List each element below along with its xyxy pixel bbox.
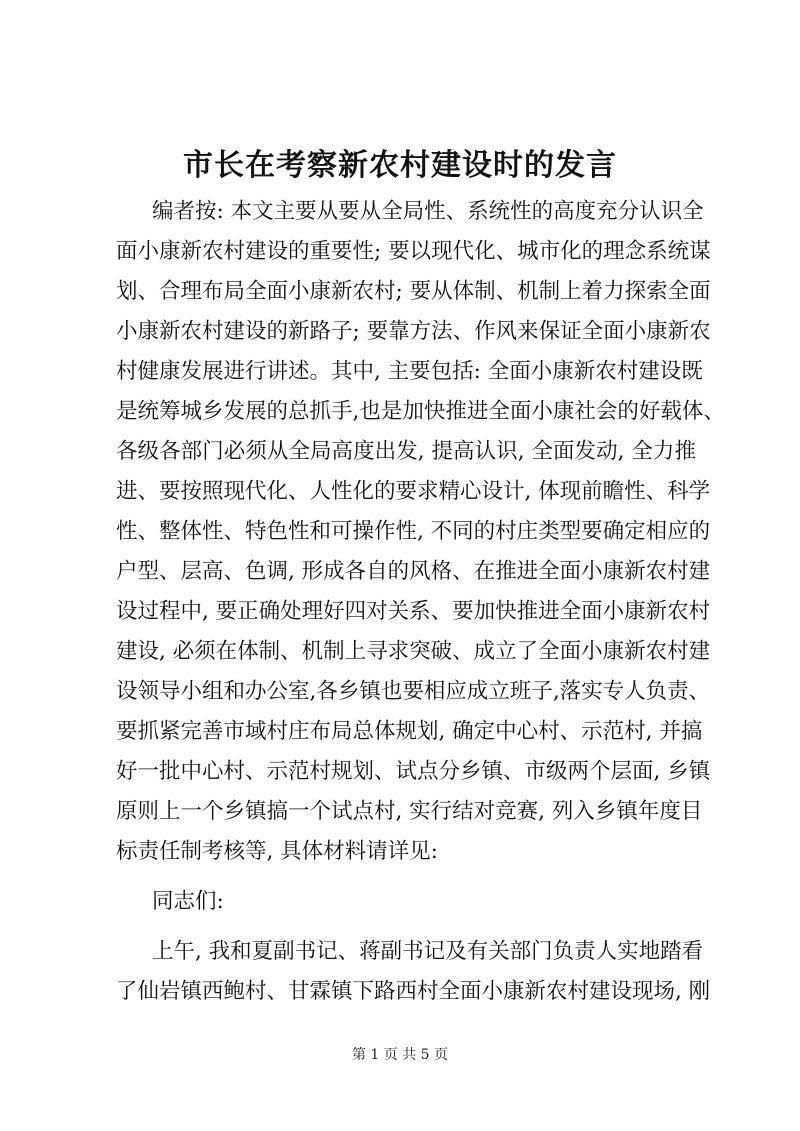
editor-note-line: 设领导小组和办公室,各乡镇也要相应成立班子,落实专人负责、 [116, 679, 711, 704]
editor-note-line: 要抓紧完善市域村庄布局总体规划, 确定中心村、示范村, 并搞 [116, 719, 703, 744]
editor-note-line: 各级各部门必须从全局高度出发, 提高认识, 全面发动, 全力推 [116, 439, 696, 464]
editor-note-line: 划、合理布局全面小康新农村; 要从体制、机制上着力探索全面 [116, 279, 711, 304]
editor-note-line: 村健康发展进行讲述。其中, 主要包括: 全面小康新农村建设既 [116, 359, 703, 384]
editor-note-line: 面小康新农村建设的重要性; 要以现代化、城市化的理念系统谋 [116, 239, 711, 264]
document-body [116, 192, 725, 1012]
editor-note-line: 设过程中, 要正确处理好四对关系、要加快推进全面小康新农村 [116, 599, 711, 624]
editor-note-line: 是统筹城乡发展的总抓手,也是加快推进全面小康社会的好载体、 [116, 399, 725, 424]
editor-note-line: 编者按: 本文主要从要从全局性、系统性的高度充分认识全 [152, 199, 704, 224]
editor-note-line: 户型、层高、色调, 形成各自的风格、在推进全面小康新农村建 [116, 559, 711, 584]
speech-line: 了仙岩镇西鲍村、甘霖镇下路西村全面小康新农村建设现场, 刚 [116, 979, 711, 1004]
editor-note-line: 进、要按照现代化、人性化的要求精心设计, 体现前瞻性、科学 [116, 479, 711, 504]
editor-note-line: 小康新农村建设的新路子; 要靠方法、作风来保证全面小康新农 [116, 319, 711, 344]
editor-note-line: 标责任制考核等, 具体材料请详见: [116, 839, 438, 864]
editor-note-line: 性、整体性、特色性和可操作性, 不同的村庄类型要确定相应的 [116, 519, 711, 544]
page-number: 第 1 页 共 5 页 [351, 1047, 449, 1063]
editor-note-line: 建设, 必须在体制、机制上寻求突破、成立了全面小康新农村建 [116, 639, 711, 664]
greeting: 同志们: [152, 889, 224, 914]
speech-line: 上午, 我和夏副书记、蒋副书记及有关部门负责人实地踏看 [152, 939, 704, 964]
editor-note-line: 好一批中心村、示范村规划、试点分乡镇、市级两个层面, 乡镇 [116, 759, 711, 784]
editor-note-line: 原则上一个乡镇搞一个试点村, 实行结对竞赛, 列入乡镇年度目 [116, 799, 703, 824]
document-title: 市长在考察新农村建设时的发言 [183, 148, 617, 183]
